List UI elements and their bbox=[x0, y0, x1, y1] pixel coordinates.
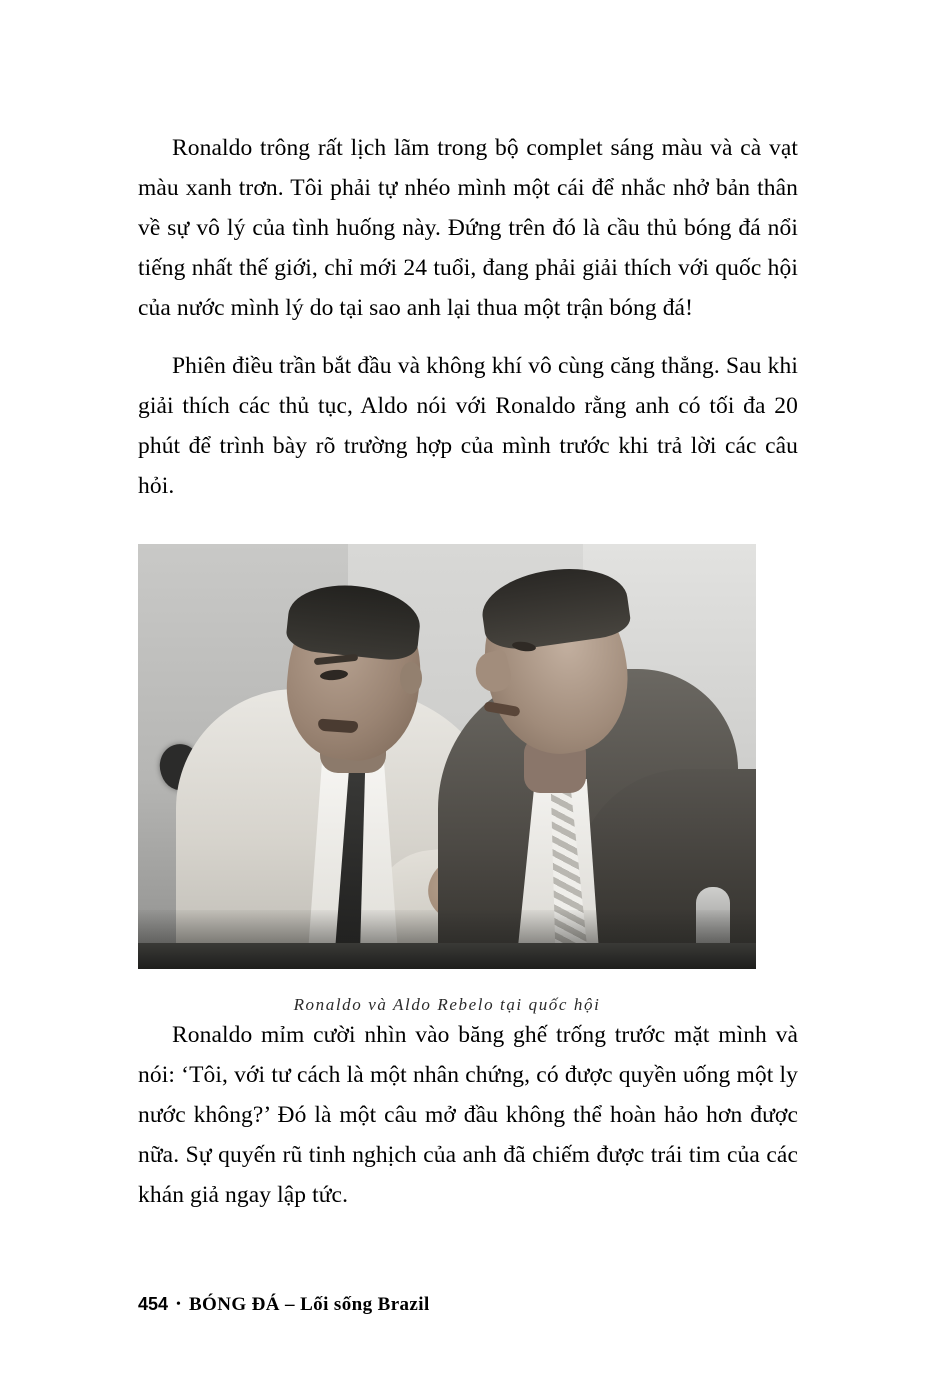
paragraph-2: Phiên điều trần bắt đầu và không khí vô cùng căng thẳng. Sau khi giải thích các thủ tục, Aldo nói với Ronaldo rằng anh có tối đa 20 phút để trình bày rõ trường hợp của mình trước khi trả lời các câu hỏi. bbox=[138, 353, 798, 499]
page-footer bbox=[138, 1294, 430, 1316]
book-title-bold: BÓNG ĐÁ – bbox=[188, 1294, 301, 1315]
figure-block bbox=[138, 544, 756, 1015]
photo-ronaldo-aldo bbox=[138, 544, 756, 969]
photo-table-edge bbox=[138, 943, 756, 969]
footer-separator: • bbox=[176, 1297, 181, 1312]
figure-caption: Ronaldo và Aldo Rebelo tại quốc hội bbox=[293, 995, 601, 1014]
page-number: 454 bbox=[138, 1294, 169, 1314]
paragraph-1: Ronaldo trông rất lịch lãm trong bộ complet sáng màu và cà vạt màu xanh trơn. Tôi phải tự nhéo mình một cái để nhắc nhở bản thân về sự vô lý của tình huống này. Đứng trên đó là cầu thủ bóng đá nổi tiếng nhất thế giới, chỉ mới 24 tuổi, đang phải giải thích với quốc hội của nước mình lý do tại sao anh lại thua một trận bóng đá! bbox=[138, 135, 798, 321]
paragraph-3: Ronaldo mỉm cười nhìn vào băng ghế trống trước mặt mình và nói: ‘Tôi, với tư cách là một nhân chứng, có được quyền uống một ly nước không?’ Đó là một câu mở đầu không thể hoàn hảo hơn được nữa. Sự quyến rũ tinh nghịch của anh đã chiếm được trái tim của các khán giả ngay lập tức. bbox=[138, 1022, 798, 1208]
ronaldo-ear bbox=[400, 662, 422, 694]
book-title-italic: Lối sống Brazil bbox=[300, 1294, 430, 1315]
page-content bbox=[138, 128, 798, 1215]
